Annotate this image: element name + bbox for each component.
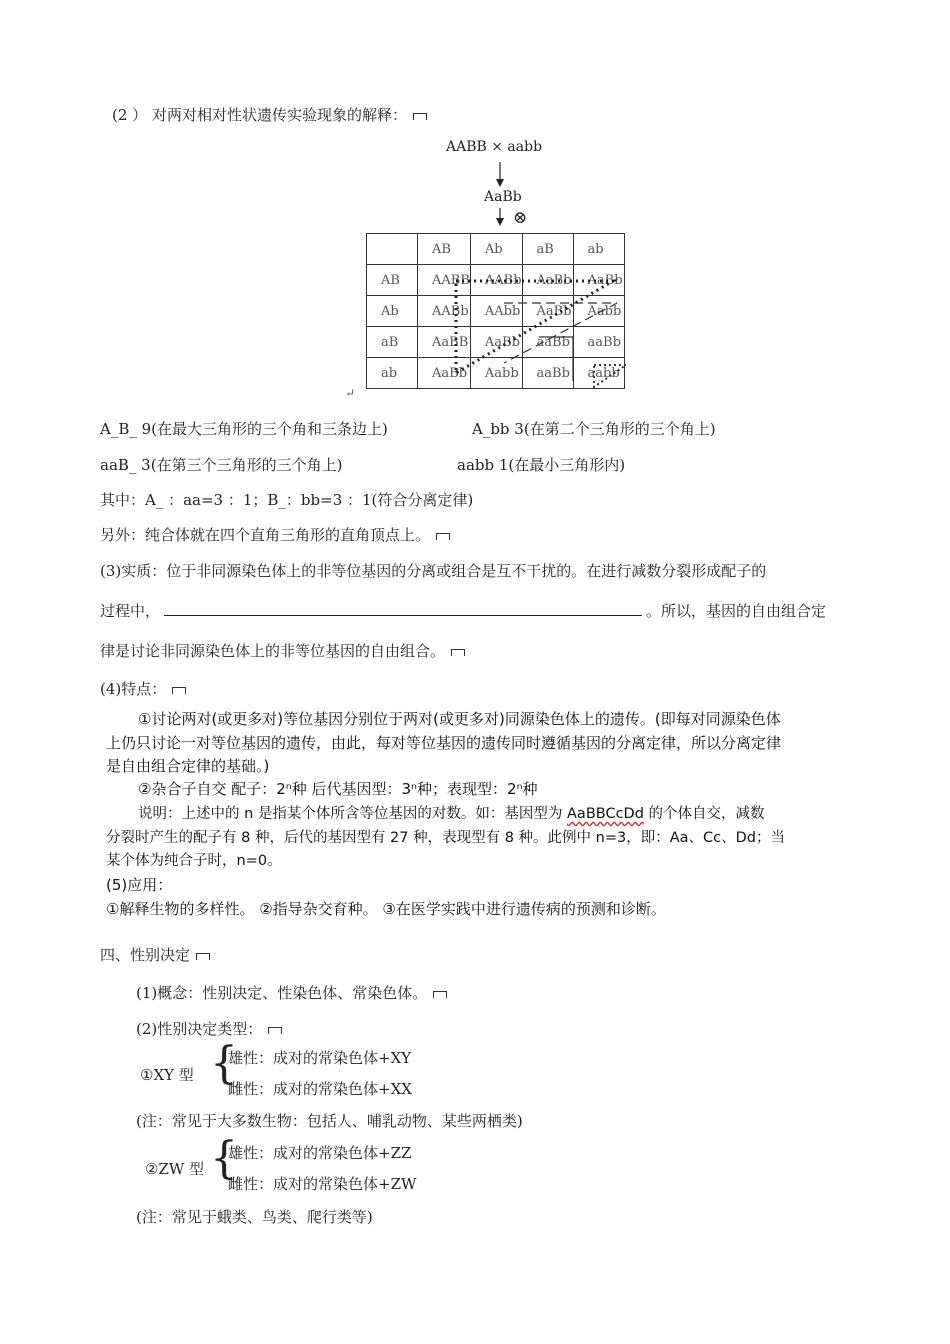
zw-type-label: ②ZW 型 bbox=[145, 1160, 205, 1178]
zw-male: 雄性：成对的常染色体+ZZ bbox=[228, 1144, 412, 1162]
xy-female: 雌性：成对的常染色体+XX bbox=[228, 1080, 412, 1098]
punnett-row-header: ab bbox=[367, 358, 418, 389]
punnett-col-header: AB bbox=[418, 234, 471, 265]
feature-explanation-line-2: 分裂时产生的配子有 8 种，后代的基因型有 27 种，表现型有 8 种。此例中 n=3，即：Aa、Cc、Dd；当 bbox=[106, 830, 785, 846]
punnett-cell: AaBb bbox=[573, 265, 624, 296]
punnett-cell: AAbb bbox=[470, 296, 522, 327]
ratio-text: A_bb 3(在第二个三角形的三个角上) bbox=[472, 420, 716, 438]
sex-concept-text: (1)概念：性别决定、性染色体、常染色体。 bbox=[136, 984, 428, 1002]
section-2-heading bbox=[112, 104, 427, 125]
punnett-cell: AaBb bbox=[470, 327, 522, 358]
punnett-cell: AABb bbox=[418, 296, 471, 327]
arrow-1-head-icon bbox=[496, 179, 504, 187]
self-cross-icon: ⊗ bbox=[513, 208, 528, 228]
genotype-example: AaBBCcDd bbox=[567, 806, 644, 822]
paragraph-mark-icon: ↵ bbox=[345, 386, 356, 400]
section-5-heading: (5)应用： bbox=[106, 876, 173, 894]
punnett-col-header: ab bbox=[573, 234, 624, 265]
section-3-text: 过程中， bbox=[100, 602, 161, 620]
punnett-col-header: aB bbox=[522, 234, 573, 265]
paragraph-mark-icon bbox=[451, 649, 465, 656]
paragraph-mark-icon bbox=[413, 113, 427, 120]
xy-brace-icon: { bbox=[210, 1038, 238, 1089]
punnett-cell: AaBb bbox=[418, 358, 471, 389]
punnett-row-header: AB bbox=[367, 265, 418, 296]
ratio-dominant-both bbox=[100, 418, 388, 439]
paragraph-mark-icon bbox=[433, 991, 447, 998]
punnett-cell: aaBb bbox=[573, 327, 624, 358]
sex-types-text: (2)性别决定类型： bbox=[136, 1020, 263, 1038]
third-triangle bbox=[539, 337, 573, 381]
punnett-cell: aaBb bbox=[522, 327, 573, 358]
fill-in-blank[interactable] bbox=[164, 601, 642, 616]
zw-brace-icon: { bbox=[210, 1133, 238, 1184]
section-3-text: 律是讨论非同源染色体上的非等位基因的自由组合。 bbox=[100, 642, 446, 660]
punnett-cell: AaBb bbox=[522, 265, 573, 296]
largest-triangle bbox=[456, 281, 613, 373]
section-2-number: (2 ） bbox=[112, 106, 148, 124]
punnett-cell: Aabb bbox=[470, 358, 522, 389]
feature-1-line-1: ①讨论两对(或更多对)等位基因分别位于两对(或更多对)同源染色体上的遗传。(即每对同源染色体 bbox=[138, 710, 781, 728]
feature-explanation-line-1 bbox=[138, 802, 765, 823]
punnett-cell: aabb bbox=[573, 358, 624, 389]
xy-type-label: ①XY 型 bbox=[140, 1066, 194, 1084]
smallest-triangle bbox=[594, 365, 626, 387]
section-3-line-3 bbox=[100, 640, 465, 661]
punnett-cell: AABb bbox=[470, 265, 522, 296]
ratio-aaB bbox=[100, 454, 342, 475]
sex-determination-heading bbox=[100, 944, 210, 965]
xy-male: 雄性：成对的常染色体+XY bbox=[228, 1049, 412, 1067]
punnett-cell: AaBb bbox=[522, 296, 573, 327]
explanation-text: 说明：上述中的 n 是指某个体所含等位基因的对数。如：基因型为 bbox=[138, 806, 568, 822]
ratio-text: aaB_ 3(在第三个三角形的三个角上) bbox=[100, 456, 343, 474]
homozygote-note bbox=[100, 524, 450, 545]
sex-concept bbox=[136, 982, 447, 1003]
ratio-A-bb bbox=[472, 418, 716, 439]
punnett-cell: Aabb bbox=[573, 296, 624, 327]
ratio-aabb bbox=[457, 454, 625, 475]
section-4-title: (4)特点： bbox=[100, 680, 167, 698]
arrow-2-head-icon bbox=[496, 218, 504, 226]
zw-female: 雌性：成对的常染色体+ZW bbox=[228, 1175, 417, 1193]
feature-1-line-2: 上仍只讨论一对等位基因的遗传，由此，每对等位基因的遗传同时遵循基因的分离定律，所以分离定律 bbox=[106, 734, 782, 752]
paragraph-mark-icon bbox=[196, 953, 210, 960]
sex-heading-text: 四、性别决定 bbox=[100, 946, 191, 964]
section-5-items: ①解释生物的多样性。 ②指导杂交育种。 ③在医学实践中进行遗传病的预测和诊断。 bbox=[106, 900, 666, 918]
section-3-line-2 bbox=[100, 600, 826, 621]
section-3-text: 。所以，基因的自由组合定 bbox=[646, 602, 827, 620]
sex-types bbox=[136, 1018, 282, 1039]
xy-note: (注：常见于大多数生物：包括人、哺乳动物、某些两栖类) bbox=[136, 1112, 523, 1130]
cross-parents: AABB × aabb bbox=[446, 139, 543, 155]
section-3-line-1: (3)实质：位于非同源染色体上的非等位基因的分离或组合是互不干扰的。在进行减数分裂形成配子的 bbox=[100, 562, 767, 580]
punnett-row-header: aB bbox=[367, 327, 418, 358]
paragraph-mark-icon bbox=[436, 533, 450, 540]
punnett-triangles bbox=[366, 233, 641, 393]
paragraph-mark-icon bbox=[172, 687, 186, 694]
section-4-heading bbox=[100, 678, 186, 699]
explanation-text: 的个体自交，减数 bbox=[643, 806, 765, 822]
section-2-title: 对两对相对性状遗传实验现象的解释： bbox=[151, 106, 407, 124]
feature-1-line-3: 是自由组合定律的基础。) bbox=[106, 757, 270, 775]
ratio-text: aabb 1(在最小三角形内) bbox=[457, 456, 626, 474]
ratio-text: A_B_ 9(在最大三角形的三个角和三条边上) bbox=[100, 420, 388, 438]
punnett-cell: AaBB bbox=[418, 327, 471, 358]
cross-f1: AaBb bbox=[484, 189, 522, 205]
punnett-row-header: Ab bbox=[367, 296, 418, 327]
punnett-col-header: Ab bbox=[470, 234, 522, 265]
punnett-cell: AABB bbox=[418, 265, 471, 296]
paragraph-mark-icon bbox=[268, 1027, 282, 1034]
zw-note: (注：常见于蛾类、鸟类、爬行类等) bbox=[136, 1208, 373, 1226]
feature-explanation-line-3: 某个体为纯合子时，n=0。 bbox=[106, 853, 282, 869]
ratio-separation: 其中：A_ ：aa=3 ：1；B_：bb=3 ：1(符合分离定律) bbox=[100, 491, 474, 509]
punnett-cell: aaBb bbox=[522, 358, 573, 389]
homozygote-text: 另外：纯合体就在四个直角三角形的直角顶点上。 bbox=[100, 526, 431, 544]
feature-2: ②杂合子自交 配子：2ⁿ种 后代基因型：3ⁿ种；表现型：2ⁿ种 bbox=[138, 780, 538, 798]
